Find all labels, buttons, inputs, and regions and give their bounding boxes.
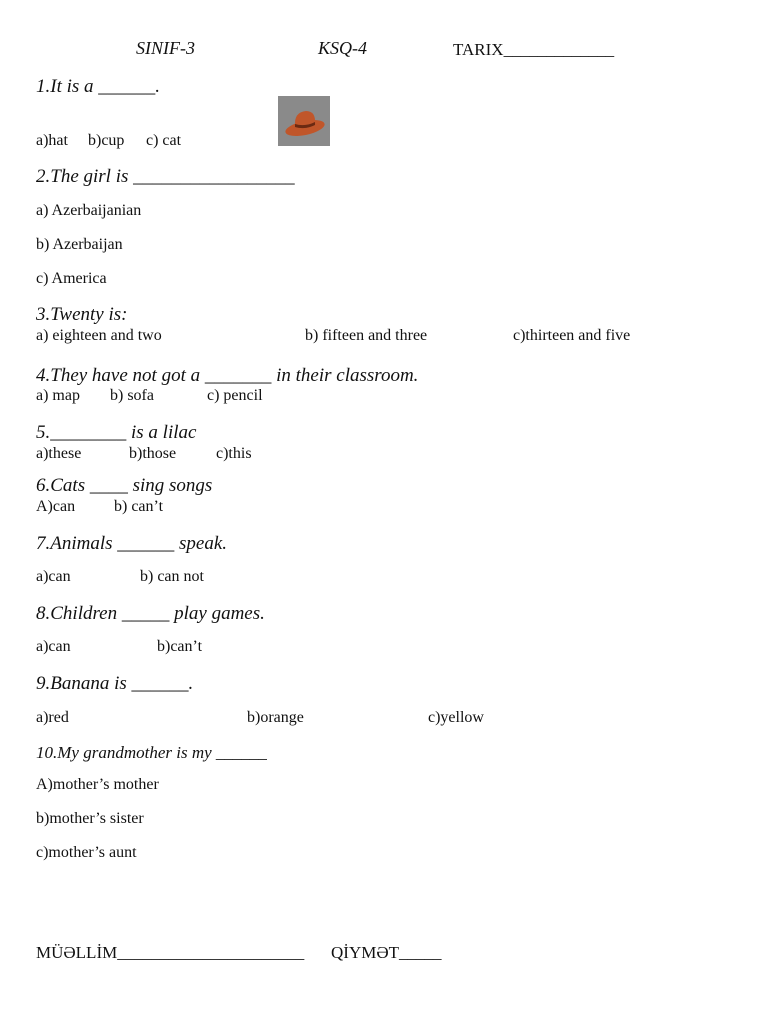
question-1: 1.It is a ______. <box>36 76 161 97</box>
q10-option-b[interactable]: b)mother’s sister <box>36 810 144 827</box>
q2-option-c[interactable]: c) America <box>36 270 107 287</box>
q5-option-b[interactable]: b)those <box>129 445 177 462</box>
q4-option-a[interactable]: a) map <box>36 387 80 404</box>
q3-option-c[interactable]: c)thirteen and five <box>513 327 631 344</box>
hat-icon <box>278 96 330 146</box>
q10-option-c[interactable]: c)mother’s aunt <box>36 844 137 861</box>
q1-option-b[interactable]: b)cup <box>88 132 125 149</box>
q2-option-b[interactable]: b) Azerbaijan <box>36 236 123 253</box>
q5-option-a[interactable]: a)these <box>36 445 82 462</box>
question-4: 4.They have not got a _______ in their classroom. <box>36 365 419 386</box>
q7-option-a[interactable]: a)can <box>36 568 71 585</box>
question-7: 7.Animals ______ speak. <box>36 533 228 554</box>
q4-option-b[interactable]: b) sofa <box>110 387 154 404</box>
q1-option-a[interactable]: a)hat <box>36 132 68 149</box>
q6-option-b[interactable]: b) can’t <box>114 498 164 515</box>
q9-option-c[interactable]: c)yellow <box>428 709 484 726</box>
q6-option-a[interactable]: A)can <box>36 498 76 515</box>
q5-option-c[interactable]: c)this <box>216 445 252 462</box>
question-9: 9.Banana is ______. <box>36 673 194 694</box>
q7-option-b[interactable]: b) can not <box>140 568 204 585</box>
q10-option-a[interactable]: A)mother’s mother <box>36 776 159 793</box>
q2-option-a[interactable]: a) Azerbaijanian <box>36 202 142 219</box>
question-3: 3.Twenty is: <box>36 304 128 325</box>
grade-line: QİYMƏT_____ <box>331 943 442 962</box>
q4-option-c[interactable]: c) pencil <box>207 387 263 404</box>
class-label: SINIF-3 <box>136 38 195 58</box>
q9-option-a[interactable]: a)red <box>36 709 69 726</box>
teacher-signature-line: MÜƏLLİM______________________ <box>36 943 305 962</box>
question-2: 2.The girl is _________________ <box>36 166 295 187</box>
q9-option-b[interactable]: b)orange <box>247 709 304 726</box>
question-6: 6.Cats ____ sing songs <box>36 475 213 496</box>
q3-option-a[interactable]: a) eighteen and two <box>36 327 162 344</box>
question-5: 5.________ is a lilac <box>36 422 197 443</box>
date-label: TARIX_____________ <box>453 40 615 59</box>
hat-image <box>278 96 330 146</box>
question-10: 10.My grandmother is my ______ <box>36 743 267 762</box>
q1-option-c[interactable]: c) cat <box>146 132 182 149</box>
test-label: KSQ-4 <box>318 38 367 58</box>
q8-option-a[interactable]: a)can <box>36 638 71 655</box>
question-8: 8.Children _____ play games. <box>36 603 265 624</box>
q8-option-b[interactable]: b)can’t <box>157 638 203 655</box>
q3-option-b[interactable]: b) fifteen and three <box>305 327 428 344</box>
